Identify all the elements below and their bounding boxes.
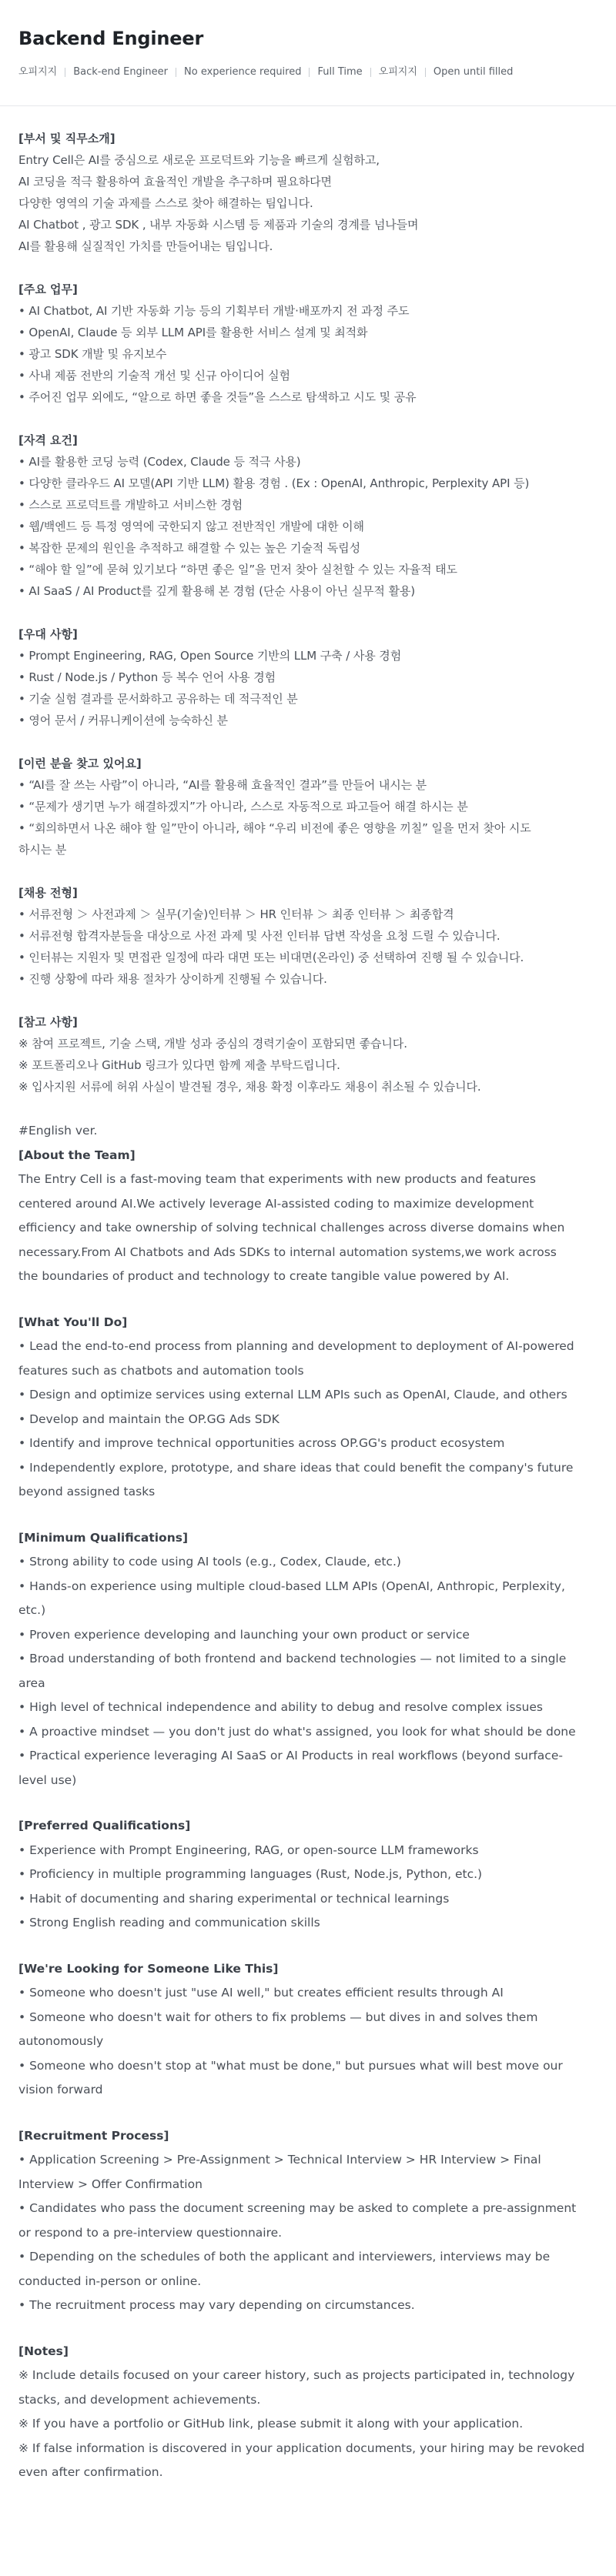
section-line: • Strong ability to code using AI tools (e.g., Codex, Claude, etc.) [18,1555,401,1569]
section-line: • A proactive mindset — you don't just do what's assigned, you look for what should be done [18,1724,576,1739]
section-line: • “AI를 잘 쓰는 사람”이 아니라, “AI를 활용해 효율적인 결과”를 만들어 내시는 분 [18,778,427,792]
section-line: • AI를 활용한 코딩 능력 (Codex, Claude 등 적극 사용) [18,455,301,469]
section-line: Interview > Offer Confirmation [18,2177,203,2191]
section-title: [Recruitment Process] [18,2128,169,2143]
section-line: ※ Include details focused on your career history, such as projects participated in, technology [18,2368,575,2382]
section-line: • 주어진 업무 외에도, “알으로 하면 좋을 것들”을 스스로 탐색하고 시도 및 공유 [18,390,417,404]
section-line: • Broad understanding of both frontend and backend technologies — not limited to a single [18,1652,567,1666]
section-title: [About the Team] [18,1148,136,1162]
section-about [18,128,598,257]
section-line: efficiency and take ownership of solving technical challenges across diverse domains when [18,1221,565,1235]
section-preferred [18,623,598,731]
section-requirements [18,1526,598,1793]
section-title: [We're Looking for Someone Like This] [18,1961,279,1976]
section-title: [참고 사항] [18,1015,78,1029]
section-line: • 인터뷰는 지원자 및 면접관 일정에 따라 대면 또는 비대면(온라인) 중 선택하여 진행 될 수 있습니다. [18,951,524,964]
section-process [18,2124,598,2318]
job-tag: 오피지지 [378,66,417,78]
korean-description [18,128,598,1098]
tag-separator [370,68,371,77]
section-line: or respond to a pre-interview questionnaire. [18,2225,283,2240]
section-line: • Lead the end-to-end process from planning and development to deployment of AI-powered [18,1339,574,1353]
section-line: ※ If you have a portfolio or GitHub link, please submit it along with your application. [18,2417,524,2431]
job-header [0,0,616,106]
job-tag: 오피지지 [18,66,58,78]
section-line: • OpenAI, Claude 등 외부 LLM API를 활용한 서비스 설계 및 최적화 [18,326,368,339]
section-line: area [18,1676,45,1690]
section-preferred [18,1814,598,1936]
section-title: [부서 및 직무소개] [18,132,116,145]
section-title: [자격 요건] [18,433,78,447]
section-title: [우대 사항] [18,627,78,641]
section-line: • High level of technical independence and ability to debug and resolve complex issues [18,1700,543,1714]
section-title: [채용 전형] [18,886,78,900]
section-line: • Someone who doesn't stop at "what must be done," but pursues what will best move our [18,2058,563,2073]
section-line: • Someone who doesn't just "use AI well," but creates efficient results through AI [18,1986,504,2000]
section-notes [18,1011,598,1098]
section-line: • 서류전형 합격자분들을 대상으로 사전 과제 및 사전 인터뷰 답변 작성을 요청 드릴 수 있습니다. [18,929,500,943]
section-line: • Application Screening > Pre-Assignment > Technical Interview > HR Interview > Final [18,2153,541,2167]
section-line: • Practical experience leveraging AI SaaS or AI Products in real workflows (beyond surface- [18,1749,563,1762]
section-requirements [18,429,598,602]
section-process [18,882,598,990]
section-line: • 스스로 프로덕트를 개발하고 서비스한 경험 [18,498,243,512]
tag-separator [425,68,426,77]
section-line: The Entry Cell is a fast-moving team that experiments with new products and features [18,1172,536,1186]
english-version-label: #English ver. [18,1124,98,1138]
section-line: • Proven experience developing and launching your own product or service [18,1627,470,1642]
section-line: • 기술 실험 결과를 문서화하고 공유하는 데 적극적인 분 [18,692,298,706]
job-tags [18,65,598,80]
section-duties [18,279,598,408]
job-tag: Back-end Engineer [73,66,169,78]
section-line: • Prompt Engineering, RAG, Open Source 기반의 LLM 구축 / 사용 경험 [18,649,402,663]
section-line: ※ 입사지원 서류에 허위 사실이 발견될 경우, 채용 확정 이후라도 채용이 취소될 수 있습니다. [18,1080,481,1094]
section-looking [18,753,598,860]
section-title: [Preferred Qualifications] [18,1819,191,1833]
section-title: [Notes] [18,2344,69,2358]
section-line: • Experience with Prompt Engineering, RAG, or open-source LLM frameworks [18,1843,479,1857]
job-tag: Open until filled [433,66,514,78]
section-notes [18,2340,598,2485]
section-line: conducted in-person or online. [18,2274,202,2288]
section-line: • 서류전형 ＞ 사전과제 ＞ 실무(기술)인터뷰 ＞ HR 인터뷰 ＞ 최종 인터뷰 ＞ 최종합격 [18,907,454,921]
section-line: • AI Chatbot, AI 기반 자동화 기능 등의 기획부터 개발·배포까지 전 과정 주도 [18,304,410,318]
section-line: the boundaries of product and technology to create tangible value powered by AI. [18,1269,510,1283]
section-line: • Someone who doesn't wait for others to fix problems — but dives in and solves them [18,2010,538,2024]
section-line: • Hands-on experience using multiple cloud-based LLM APIs (OpenAI, Anthropic, Perplexity, [18,1579,565,1593]
section-line: • Develop and maintain the OP.GG Ads SDK [18,1412,280,1426]
section-line: Entry Cell은 AI를 중심으로 새로운 프로덕트와 기능을 빠르게 실험하고, [18,153,380,167]
section-line: even after confirmation. [18,2465,163,2479]
section-line: • 다양한 클라우드 AI 모델(API 기반 LLM) 활용 경험 . (Ex : OpenAI, Anthropic, Perplexity API 등) [18,476,530,490]
section-line: 하시는 분 [18,843,67,857]
section-line: AI 코딩을 적극 활용하여 효율적인 개발을 추구하며 필요하다면 [18,175,332,189]
section-line: ※ 포트폴리오나 GitHub 링크가 있다면 함께 제출 부탁드립니다. [18,1058,340,1072]
job-tag: Full Time [317,66,363,78]
section-line: vision forward [18,2083,103,2097]
job-description [0,106,616,2538]
section-duties [18,1311,598,1505]
section-line: • Habit of documenting and sharing experimental or technical learnings [18,1891,450,1906]
section-line: • 복잡한 문제의 원인을 추적하고 해결할 수 있는 높은 기술적 독립성 [18,541,360,555]
section-line: • 광고 SDK 개발 및 유지보수 [18,347,167,361]
section-title: [이런 분을 찾고 있어요] [18,757,142,770]
section-line: ※ If false information is discovered in your application documents, your hiring may be revoked [18,2441,585,2455]
section-line: beyond assigned tasks [18,1485,156,1498]
section-line: • Strong English reading and communication skills [18,1916,320,1929]
section-line: level use) [18,1772,77,1787]
section-looking [18,1957,598,2103]
section-line: features such as chatbots and automation tools [18,1363,304,1378]
section-line: centered around AI.We actively leverage AI-assisted coding to maximize development [18,1196,534,1211]
section-title: [주요 업무] [18,282,78,296]
job-title: Backend Engineer [18,28,204,49]
section-line: etc.) [18,1603,46,1617]
section-line: autonomously [18,2034,104,2048]
section-line: necessary.From AI Chatbots and Ads SDKs to internal automation systems,we work across [18,1245,557,1259]
section-line: 다양한 영역의 기술 과제를 스스로 찾아 해결하는 팀입니다. [18,196,313,210]
section-about [18,1144,598,1289]
section-line: • Independently explore, prototype, and share ideas that could benefit the company's future [18,1460,574,1475]
section-line: • AI SaaS / AI Product를 깊게 활용해 본 경험 (단순 사용이 아닌 실무적 활용) [18,584,416,598]
tag-separator [309,68,310,77]
job-tag: No experience required [184,66,302,78]
section-line: • Depending on the schedules of both the applicant and interviewers, interviews may be [18,2250,551,2264]
section-line: • 진행 상황에 따라 채용 절차가 상이하게 진행될 수 있습니다. [18,972,327,986]
english-description [18,1119,598,2485]
section-line: • Design and optimize services using external LLM APIs such as OpenAI, Claude, and others [18,1388,567,1402]
section-line: • The recruitment process may vary depending on circumstances. [18,2298,415,2312]
section-line: • 영어 문서 / 커뮤니케이션에 능숙하신 분 [18,713,228,727]
section-title: [Minimum Qualifications] [18,1530,189,1545]
section-line: • Identify and improve technical opportunities across OP.GG's product ecosystem [18,1436,505,1450]
section-line: AI를 활용해 실질적인 가치를 만들어내는 팀입니다. [18,239,273,253]
section-line: • 사내 제품 전반의 기술적 개선 및 신규 아이디어 실험 [18,369,290,383]
section-line: stacks, and development achievements. [18,2392,261,2407]
section-line: • “회의하면서 나온 해야 할 일”만이 아니라, 해야 “우리 비전에 좋은 영향을 끼칠” 일을 먼저 찾아 시도 [18,821,531,835]
section-title: [What You'll Do] [18,1315,128,1329]
section-line: • Proficiency in multiple programming languages (Rust, Node.js, Python, etc.) [18,1867,483,1881]
section-line: • “문제가 생기면 누가 해결하겠지”가 아니라, 스스로 자동적으로 파고들어 해결 하시는 분 [18,800,468,814]
section-line: ※ 참여 프로젝트, 기술 스택, 개발 성과 중심의 경력기술이 포함되면 좋습니다. [18,1037,407,1051]
section-line: • “해야 할 일”에 묻혀 있기보다 “하면 좋은 일”을 먼저 찾아 실천할 수 있는 자율적 태도 [18,563,457,576]
section-line: • 웹/백엔드 등 특정 영역에 국한되지 않고 전반적인 개발에 대한 이해 [18,520,364,533]
section-line: • Rust / Node.js / Python 등 복수 언어 사용 경험 [18,670,276,684]
section-line: AI Chatbot , 광고 SDK , 내부 자동화 시스템 등 제품과 기술의 경계를 넘나들며 [18,218,419,232]
section-line: • Candidates who pass the document screening may be asked to complete a pre-assignment [18,2201,577,2215]
